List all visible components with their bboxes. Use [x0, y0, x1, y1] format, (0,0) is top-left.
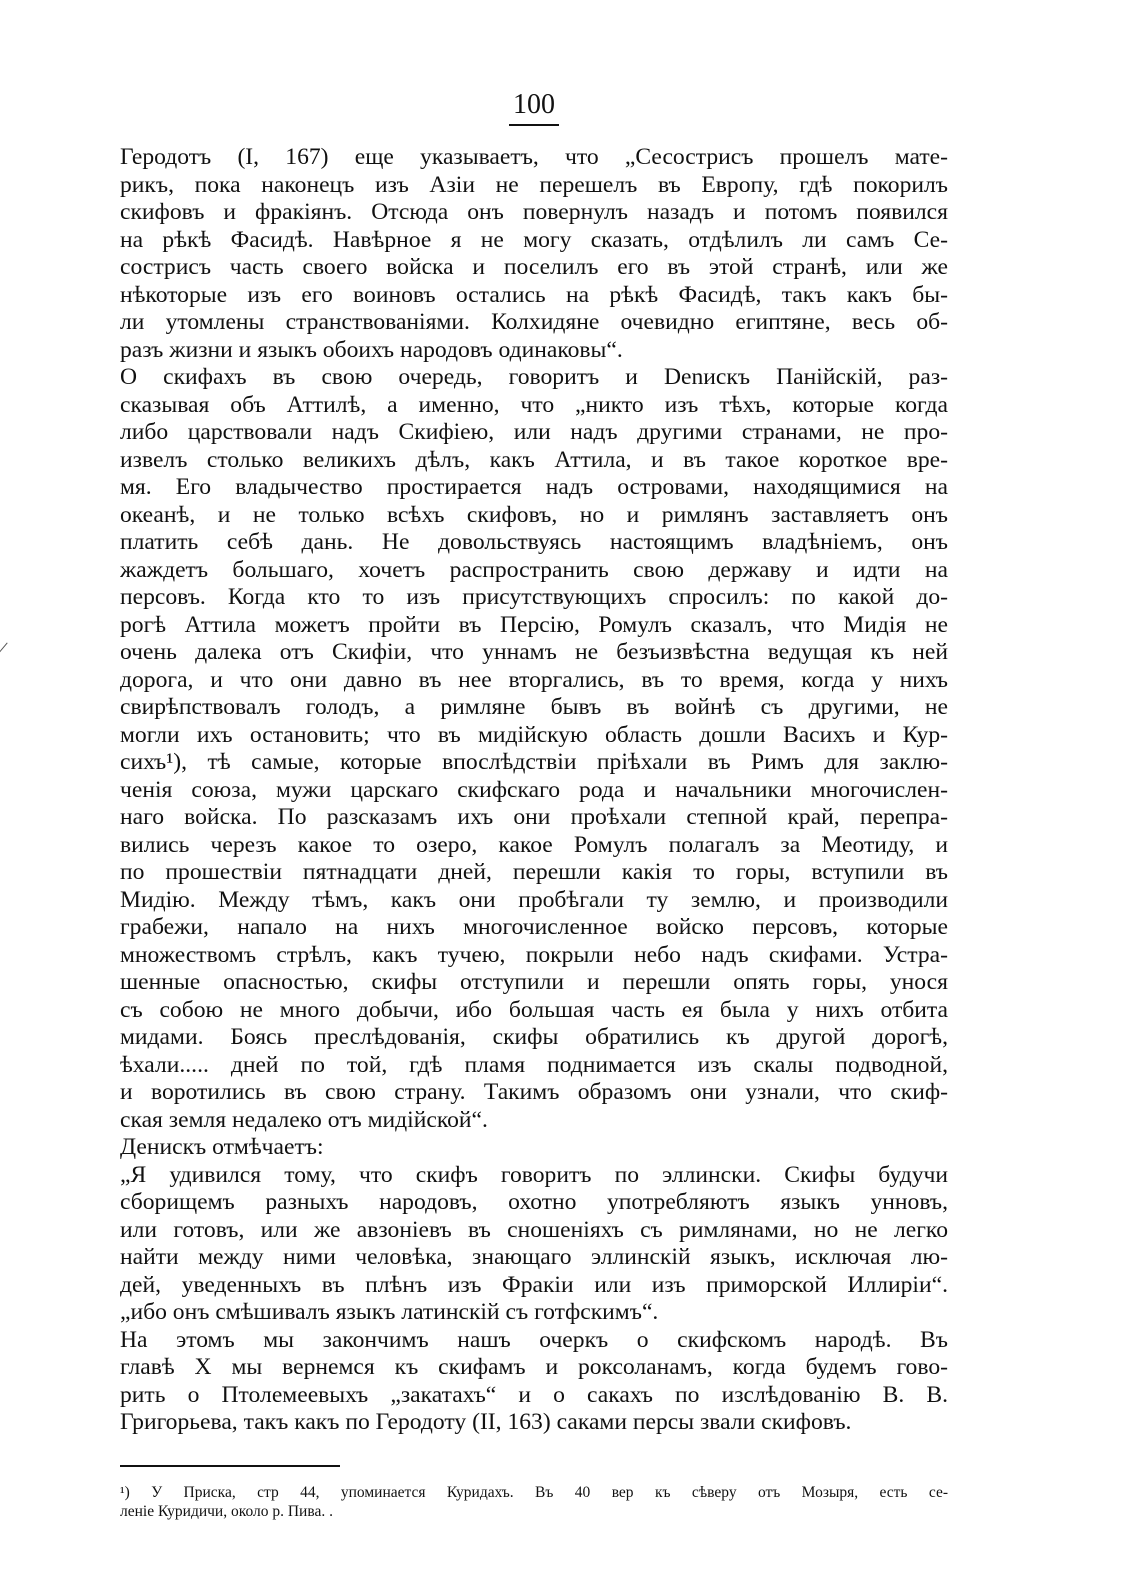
text-line: либо царствовали надъ Скифіею, или надъ другими странами, не про- — [120, 419, 948, 445]
text-line: ли утомлены странствованіями. Колхидяне очевидно египтяне, весь об- — [120, 309, 948, 335]
text-line: множествомъ стрѣлъ, какъ тучею, покрыли небо надъ скифами. Устра- — [120, 941, 948, 968]
text-line: На этомъ мы закончимъ нашъ очеркъ о скифскомъ народѣ. Въ — [120, 1326, 948, 1353]
text-line: сказывая объ Аттилѣ, а именно, что „никто изъ тѣхъ, которые когда — [120, 391, 948, 418]
text-line: мя. Его владычество простирается надъ островами, находящимися на — [120, 474, 948, 500]
text-line: дей, уведенныхъ въ плѣнъ изъ Фракіи или изъ приморской Иллиріи“. — [120, 1271, 948, 1298]
text-line: сострисъ часть своего войска и поселилъ его въ этой странѣ, или же — [120, 254, 948, 280]
text-line: или готовъ, или же авзоніевъ въ сношеніяхъ съ римлянами, но не легко — [120, 1216, 948, 1243]
text-line: свирѣпствовалъ голодъ, а римляне бывъ въ войнѣ съ другими, не — [120, 694, 948, 720]
text-line: океанѣ, и не только всѣхъ скифовъ, но и римлянъ заставляетъ онъ — [120, 501, 948, 528]
page-number-text: 100 — [509, 88, 559, 126]
text-line: Григорьева, такъ какъ по Геродоту (II, 163) саками персы звали скифовъ. — [120, 1409, 852, 1435]
text-line: рикъ, пока наконецъ изъ Азіи не перешелъ въ Европу, гдѣ покорилъ — [120, 171, 948, 198]
footnote-line: ¹) У Приска, стр 44, упоминается Куридахъ. Въ 40 вер къ сѣверу отъ Мозыря, есть се- — [120, 1483, 948, 1501]
text-line: „Я удивился тому, что скифъ говоритъ по эллински. Скифы будучи — [120, 1161, 948, 1188]
text-line: ѣхали..... дней по той, гдѣ пламя поднимается изъ скалы подводной, — [120, 1051, 948, 1078]
text-line: нѣкоторые изъ его воиновъ остались на рѣкѣ Фасидѣ, такъ какъ бы- — [120, 281, 948, 308]
text-line: персовъ. Когда кто то изъ присутствующихъ спросилъ: по какой до- — [120, 584, 948, 610]
body-text — [120, 144, 948, 1437]
text-line: ская земля недалеко отъ мидійской“. — [120, 1106, 488, 1133]
paragraph — [120, 364, 948, 1134]
text-line: шенные опасностью, скифы отступили и перешли опять горы, унося — [120, 969, 948, 995]
text-line: очень далека отъ Скифіи, что уннамъ не безъизвѣстна ведущая къ ней — [120, 639, 948, 665]
document-page — [120, 88, 948, 1521]
text-line: извелъ столько великихъ дѣлъ, какъ Аттила, и въ такое короткое вре- — [120, 446, 948, 473]
text-line: рогѣ Аттила можетъ пройти въ Персію, Ромулъ сказалъ, что Мидія не — [120, 611, 948, 638]
text-line: мидами. Боясь преслѣдованія, скифы обратились къ другой дорогѣ, — [120, 1024, 948, 1050]
text-line: жаждетъ большаго, хочетъ распространить свою державу и идти на — [120, 556, 948, 583]
paragraph — [120, 1327, 948, 1437]
text-line: главѣ X мы вернемся къ скифамъ и роксоланамъ, когда будемъ гово- — [120, 1354, 948, 1380]
text-line: съ собою не много добычи, ибо большая часть ея была у нихъ отбита — [120, 996, 948, 1023]
page-number — [120, 88, 948, 126]
text-line: скифовъ и фракіянъ. Отсюда онъ повернулъ назадъ и потомъ появился — [120, 199, 948, 225]
text-line: Денискъ отмѣчаетъ: — [120, 1134, 324, 1160]
text-line: по прошествіи пятнадцати дней, перешли какія то горы, вступили въ — [120, 859, 948, 885]
text-line: дорога, и что они давно въ нее вторгались, въ то время, когда у нихъ — [120, 666, 948, 693]
text-line: ченія союза, мужи царскаго скифскаго рода и начальники многочислен- — [120, 776, 948, 803]
text-line: платить себѣ дань. Не довольствуясь настоящимъ владѣніемъ, онъ — [120, 529, 948, 555]
footnote — [120, 1483, 948, 1521]
text-line: Геродотъ (I, 167) еще указываетъ, что „Сесострисъ прошелъ мате- — [120, 144, 948, 170]
text-line: могли ихъ остановить; что въ мидійскую область дошли Васихъ и Кур- — [120, 721, 948, 748]
paragraph — [120, 144, 948, 364]
text-line: „ибо онъ смѣшивалъ языкъ латинскій съ готфскимъ“. — [120, 1299, 659, 1325]
text-line: сихъ¹), тѣ самые, которые впослѣдствіи пріѣхали въ Римъ для заклю- — [120, 749, 948, 775]
text-line: грабежи, напало на нихъ многочисленное войско персовъ, которые — [120, 914, 948, 940]
margin-mark — [0, 643, 14, 658]
text-line: Мидію. Между тѣмъ, какъ они пробѣгали ту землю, и производили — [120, 886, 948, 913]
text-line: разъ жизни и языкъ обоихъ народовъ одинаковы“. — [120, 336, 623, 363]
text-line: сборищемъ разныхъ народовъ, охотно употребляютъ языкъ унновъ, — [120, 1189, 948, 1215]
footnote-line: леніе Куридичи, около р. Пива. . — [120, 1502, 333, 1520]
text-line: вились черезъ какое то озеро, какое Ромулъ полагалъ за Меотиду, и — [120, 831, 948, 858]
text-line: найти между ними человѣка, знающаго эллинскій языкъ, исключая лю- — [120, 1244, 948, 1270]
paragraph — [120, 1162, 948, 1327]
text-line: наго войска. По разсказамъ ихъ они проѣхали степной край, перепра- — [120, 804, 948, 830]
paragraph — [120, 1134, 948, 1162]
text-line: рить о Птолемеевыхъ „закатахъ“ и о сакахъ по изслѣдованію В. В. — [120, 1381, 948, 1408]
text-line: на рѣкѣ Фасидѣ. Навѣрное я не могу сказать, отдѣлилъ ли самъ Се- — [120, 226, 948, 253]
text-line: и воротились въ свою страну. Такимъ образомъ они узнали, что скиф- — [120, 1079, 948, 1105]
text-line: О скифахъ въ свою очередь, говоритъ и Denискъ Панійскій, раз- — [120, 364, 948, 390]
footnote-divider — [120, 1465, 340, 1467]
